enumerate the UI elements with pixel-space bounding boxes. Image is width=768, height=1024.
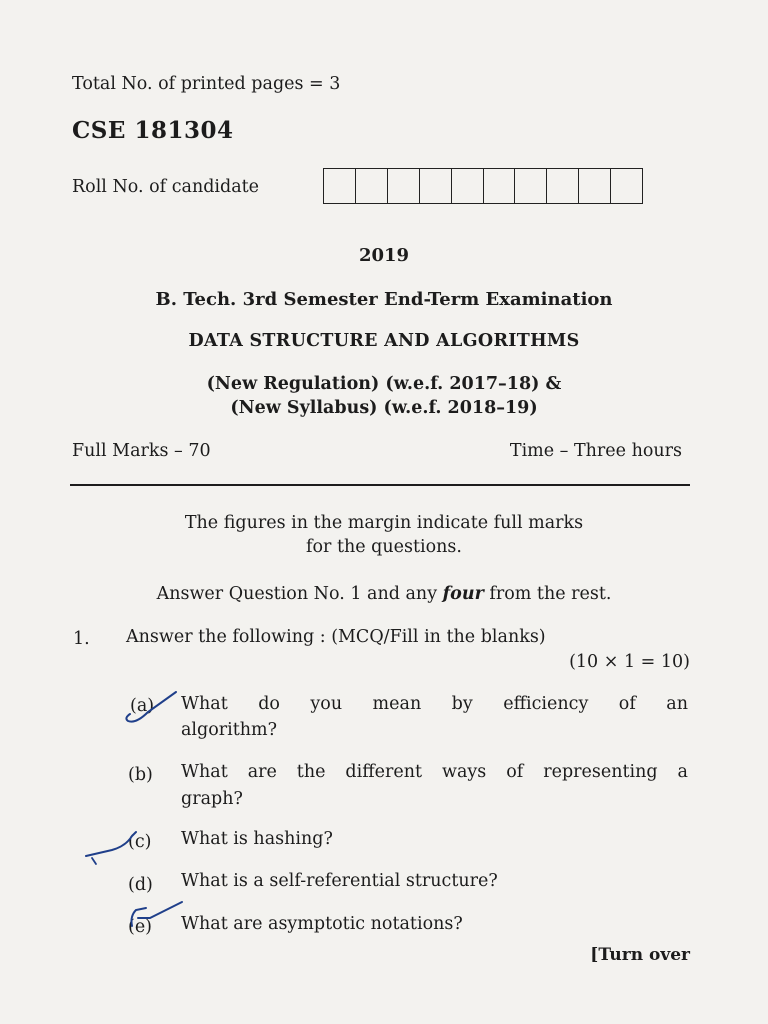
roll-number-box [484, 169, 516, 203]
subject-title: DATA STRUCTURE AND ALGORITHMS [188, 331, 580, 351]
header-divider [70, 484, 690, 486]
roll-number-box [547, 169, 579, 203]
item-a-line-1: What do you mean by efficiency of an [181, 694, 688, 714]
item-b-line-2: graph? [181, 789, 243, 809]
regulation-line-1: (New Regulation) (w.e.f. 2017–18) & [206, 374, 562, 394]
item-d-label: (d) [128, 875, 153, 895]
roll-number-box [388, 169, 420, 203]
pen-tick-mark-a [108, 688, 188, 728]
item-a-line-2: algorithm? [181, 720, 278, 740]
item-b-line-1: What are the different ways of representing a [181, 762, 688, 782]
roll-number-box [579, 169, 611, 203]
roll-number-box [611, 169, 642, 203]
item-c-label: (c) [128, 832, 152, 852]
roll-number-box [452, 169, 484, 203]
exam-year: 2019 [358, 245, 410, 266]
pen-tick-mark-c [82, 822, 172, 868]
item-b-label: (b) [128, 765, 153, 785]
printed-pages-line: Total No. of printed pages = 3 [72, 74, 341, 94]
exam-title: B. Tech. 3rd Semester End-Term Examination [155, 289, 613, 310]
question-marks: (10 × 1 = 10) [569, 652, 690, 672]
pen-tick-mark-e [120, 896, 200, 936]
marks-note-line-1: The figures in the margin indicate full marks [184, 513, 584, 533]
item-c-text: What is hashing? [181, 829, 333, 849]
item-a-label: (a) [130, 696, 155, 716]
roll-number-boxes [323, 168, 643, 204]
answer-instruction [0, 584, 768, 604]
turn-over-note: [Turn over [590, 945, 690, 965]
question-text: Answer the following : (MCQ/Fill in the blanks) [126, 627, 546, 647]
regulation-line-2: (New Syllabus) (w.e.f. 2018–19) [230, 398, 538, 418]
course-code: CSE 181304 [72, 117, 234, 144]
question-number: 1. [73, 629, 90, 649]
item-e-text: What are asymptotic notations? [181, 914, 463, 934]
roll-number-label: Roll No. of candidate [72, 177, 260, 197]
roll-number-box [515, 169, 547, 203]
item-d-text: What is a self-referential structure? [181, 871, 498, 891]
instruction-emphasis: four [442, 584, 484, 604]
item-e-label: (e) [128, 917, 153, 937]
roll-number-box [324, 169, 356, 203]
marks-note-line-2: for the questions. [306, 537, 462, 557]
exam-duration: Time – Three hours [509, 441, 682, 461]
roll-number-box [356, 169, 388, 203]
full-marks: Full Marks – 70 [72, 441, 211, 461]
roll-number-box [420, 169, 452, 203]
instruction-suffix: from the rest. [483, 584, 612, 604]
instruction-prefix: Answer Question No. 1 and any [156, 584, 443, 604]
